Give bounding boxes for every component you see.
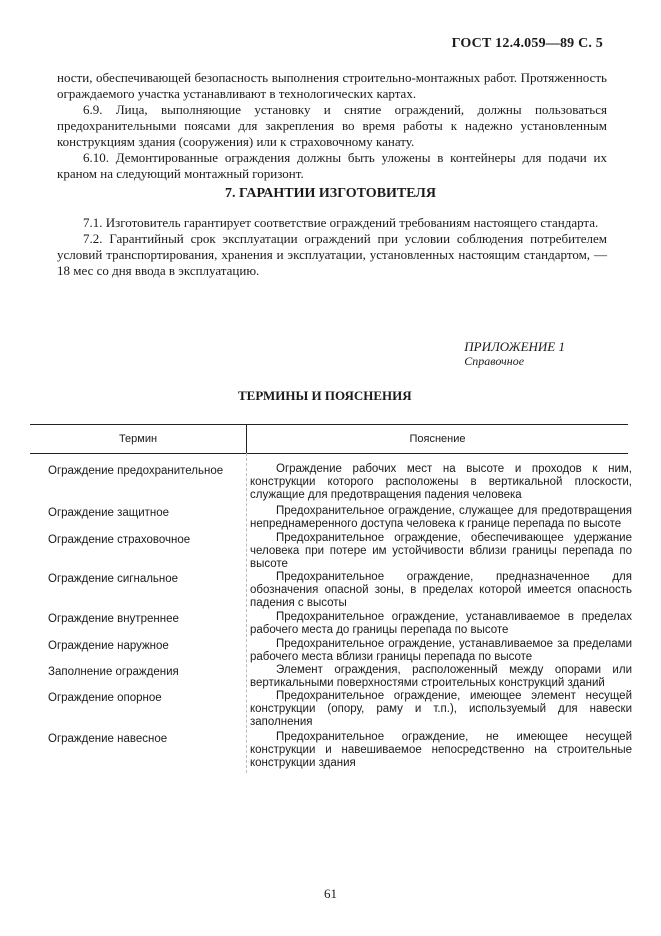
term-cell: Заполнение ограждения xyxy=(48,666,179,678)
section-7-text xyxy=(57,215,607,279)
body-text xyxy=(57,70,607,182)
table-header-rule xyxy=(30,453,628,454)
term-cell: Ограждение страховочное xyxy=(48,534,191,546)
table-top-rule xyxy=(30,424,628,425)
appendix-label: ПРИЛОЖЕНИЕ 1 xyxy=(464,339,565,354)
explanation-cell: Элемент ограждения, расположенный между опорами или вертикальными поверхностями строительных конструкций зданий xyxy=(250,664,632,689)
term-cell: Ограждение предохранительное xyxy=(48,465,224,477)
paragraph-7-1: 7.1. Изготовитель гарантирует соответствие ограждений требованиям настоящего стандарта. xyxy=(83,215,599,230)
term-cell: Ограждение внутреннее xyxy=(48,613,179,625)
explanation-cell: Предохранительное ограждение, устанавливаемое за пределами рабочего места вблизи границы перепада по высоте xyxy=(250,638,632,663)
term-cell: Ограждение сигнальное xyxy=(48,573,179,585)
term-cell: Ограждение навесное xyxy=(48,733,168,745)
explanation-cell: Предохранительное ограждение, не имеющее несущей конструкции и навешиваемое непосредственно на строительные конструкции здания xyxy=(250,731,632,769)
explanation-cell: Предохранительное ограждение, имеющее элемент несущей конструкции (опору, раму и т.п.), используемый для навески заполнения xyxy=(250,690,632,728)
table-header-term: Термин xyxy=(118,433,158,445)
table-title: ТЕРМИНЫ И ПОЯСНЕНИЯ xyxy=(238,388,412,403)
term-cell: Ограждение защитное xyxy=(48,507,170,519)
explanation-cell: Предохранительное ограждение, предназначенное для обозначения опасной зоны, в пределах которой имеется опасность падения с высоты xyxy=(250,571,632,609)
running-header: ГОСТ 12.4.059—89 С. 5 xyxy=(451,36,603,51)
table-header-explanation: Пояснение xyxy=(409,433,466,445)
page-number: 61 xyxy=(324,886,337,901)
section-7-title: 7. ГАРАНТИИ ИЗГОТОВИТЕЛЯ xyxy=(225,186,436,201)
explanation-cell: Предохранительное ограждение, обеспечивающее удержание человека при потере им устойчивости вблизи границы перепада по высоте xyxy=(250,532,632,570)
paragraph-6-10: 6.10. Демонтированные ограждения должны быть уложены в контейнеры для подачи их краном на следующий монтажный горизонт. xyxy=(57,150,607,181)
explanation-cell: Ограждение рабочих мест на высоте и проходов к ним, конструкции которого расположены в вертикальной плоскости, служащие для предотвращения падения человека xyxy=(250,463,632,501)
paragraph-continuation: ности, обеспечивающей безопасность выполнения строительно-монтажных работ. Протяженность ограждаемого участка устанавливают в технологических картах. xyxy=(57,70,607,101)
explanation-cell: Предохранительное ограждение, служащее для предотвращения непреднамеренного доступа человека к границе перепада по высоте xyxy=(250,505,632,530)
appendix-label-block xyxy=(464,339,565,369)
appendix-sublabel: Справочное xyxy=(464,354,525,368)
explanation-cell: Предохранительное ограждение, устанавливаемое в пределах рабочего места до границы перепада по высоте xyxy=(250,611,632,636)
paragraph-7-2: 7.2. Гарантийный срок эксплуатации ограждений при условии соблюдения потребителем условий транспортирования, хранения и эксплуатации, установленных настоящим стандартом, — 18 мес со дня ввода в эксплуатацию. xyxy=(57,231,607,278)
paragraph-6-9: 6.9. Лица, выполняющие установку и снятие ограждений, должны пользоваться предохранительными поясами для закрепления во время работы к надежно установленным конструкциям здания (сооружения) или к страховочному канату. xyxy=(57,102,607,149)
term-cell: Ограждение наружное xyxy=(48,640,169,652)
term-cell: Ограждение опорное xyxy=(48,692,162,704)
